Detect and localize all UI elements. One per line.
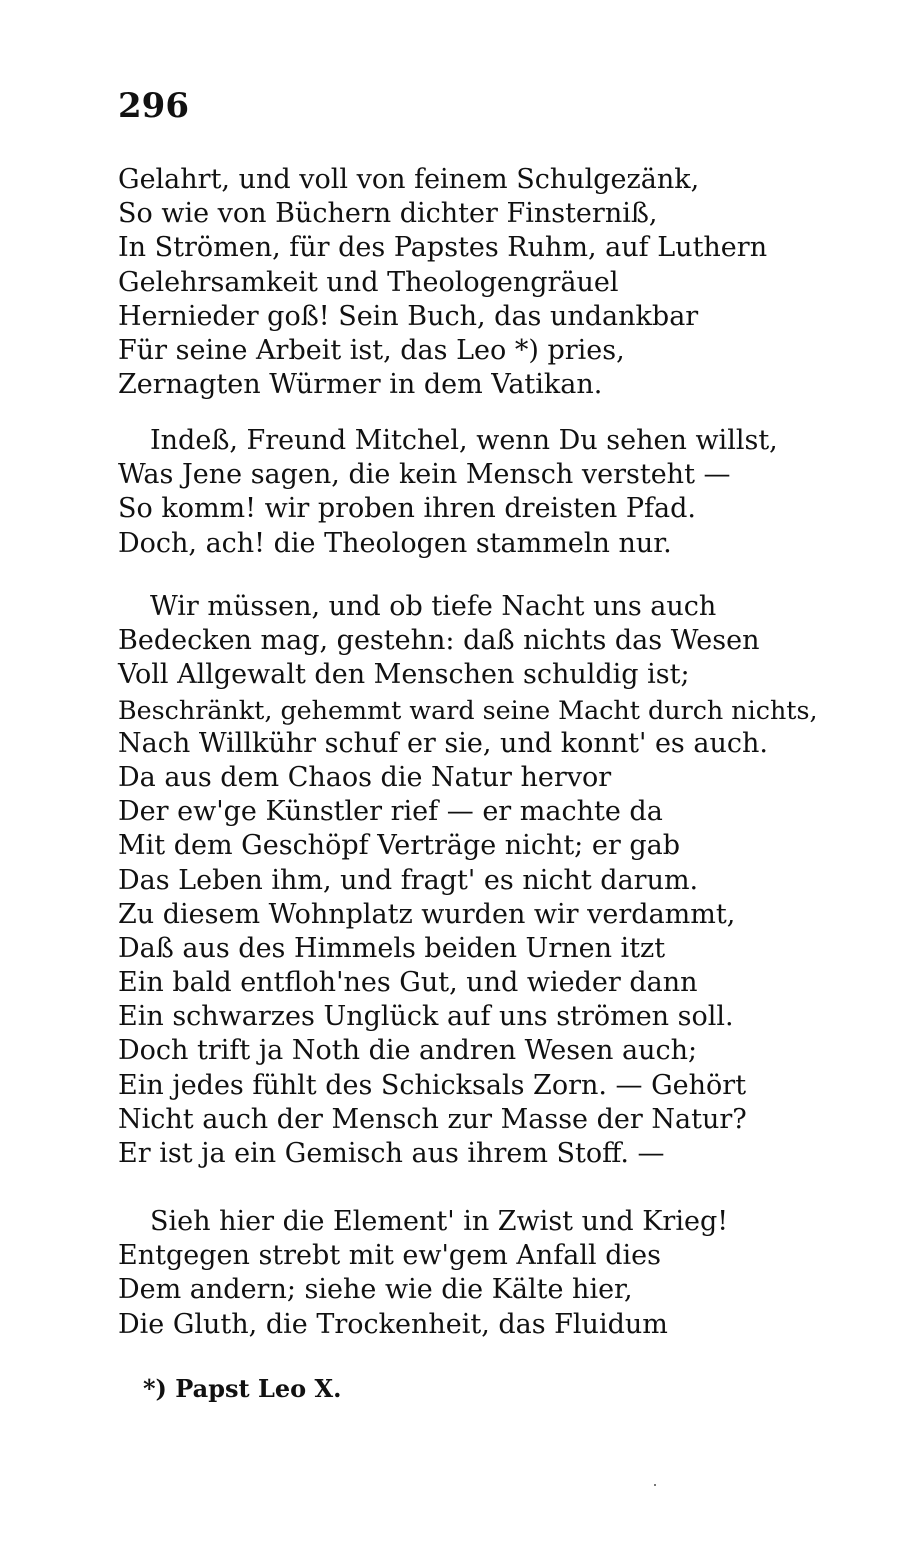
- paper-speck: [654, 1484, 656, 1486]
- verse-line: Ein jedes fühlt des Schicksals Zorn. — Gehört: [118, 1069, 747, 1101]
- verse-line: Da aus dem Chaos die Natur hervor: [118, 761, 612, 793]
- verse-line: Hernieder goß! Sein Buch, das undankbar: [118, 300, 699, 332]
- verse-line: Die Gluth, die Trockenheit, das Fluidum: [118, 1308, 668, 1340]
- verse-line: In Strömen, für des Papstes Ruhm, auf Luthern: [118, 232, 768, 264]
- verse-line: Ein bald entfloh'nes Gut, und wieder dann: [118, 967, 698, 999]
- verse-line: Sieh hier die Element' in Zwist und Krieg!: [150, 1206, 729, 1237]
- verse-line: Was Jene sagen, die kein Mensch versteht —: [118, 459, 731, 491]
- verse-line: Der ew'ge Künstler rief — er machte da: [118, 796, 663, 828]
- verse-line: Ein schwarzes Unglück auf uns strömen soll.: [118, 1001, 734, 1033]
- verse-line: Gelehrsamkeit und Theologengräuel: [118, 266, 619, 298]
- verse-line: Doch, ach! die Theologen stammeln nur.: [118, 527, 672, 559]
- verse-line: Doch trift ja Noth die andren Wesen auch;: [118, 1035, 698, 1067]
- verse-line: Indeß, Freund Mitchel, wenn Du sehen willst,: [150, 425, 778, 456]
- verse-line: Entgegen strebt mit ew'gem Anfall dies: [118, 1240, 661, 1272]
- stanza-1: [118, 163, 818, 402]
- verse-line: Beschränkt, gehemmt ward seine Macht durch nichts,: [118, 694, 818, 725]
- verse-line: So wie von Büchern dichter Finsterniß,: [118, 198, 658, 230]
- stanza-3: [118, 590, 818, 1171]
- verse-line: Gelahrt, und voll von feinem Schulgezänk,: [118, 164, 700, 195]
- verse-line: Wir müssen, und ob tiefe Nacht uns auch: [150, 591, 717, 622]
- verse-line: Dem andern; siehe wie die Kälte hier,: [118, 1274, 633, 1306]
- verse-line: Zu diesem Wohnplatz wurden wir verdammt,: [118, 898, 736, 930]
- verse-line: Mit dem Geschöpf Verträge nicht; er gab: [118, 830, 680, 862]
- verse-line: Daß aus des Himmels beiden Urnen itzt: [118, 932, 666, 964]
- stanza-4: [118, 1205, 818, 1342]
- verse-line: Er ist ja ein Gemisch aus ihrem Stoff. —: [118, 1138, 665, 1169]
- verse-line: Bedecken mag, gestehn: daß nichts das Wesen: [118, 625, 760, 657]
- verse-line: Zernagten Würmer in dem Vatikan.: [118, 369, 603, 401]
- verse-line: So komm! wir proben ihren dreisten Pfad.: [118, 493, 696, 525]
- footnote: *) Papst Leo X.: [143, 1374, 342, 1403]
- verse-line: Für seine Arbeit ist, das Leo *) pries,: [118, 334, 625, 366]
- verse-line: Nach Willkühr schuf er sie, und konnt' es auch.: [118, 727, 768, 759]
- page-number: 296: [118, 86, 189, 126]
- verse-line: Nicht auch der Mensch zur Masse der Natur?: [118, 1103, 747, 1135]
- verse-line: Das Leben ihm, und fragt' es nicht darum.: [118, 864, 699, 896]
- stanza-2: [118, 424, 818, 561]
- verse-line: Voll Allgewalt den Menschen schuldig ist;: [118, 659, 690, 691]
